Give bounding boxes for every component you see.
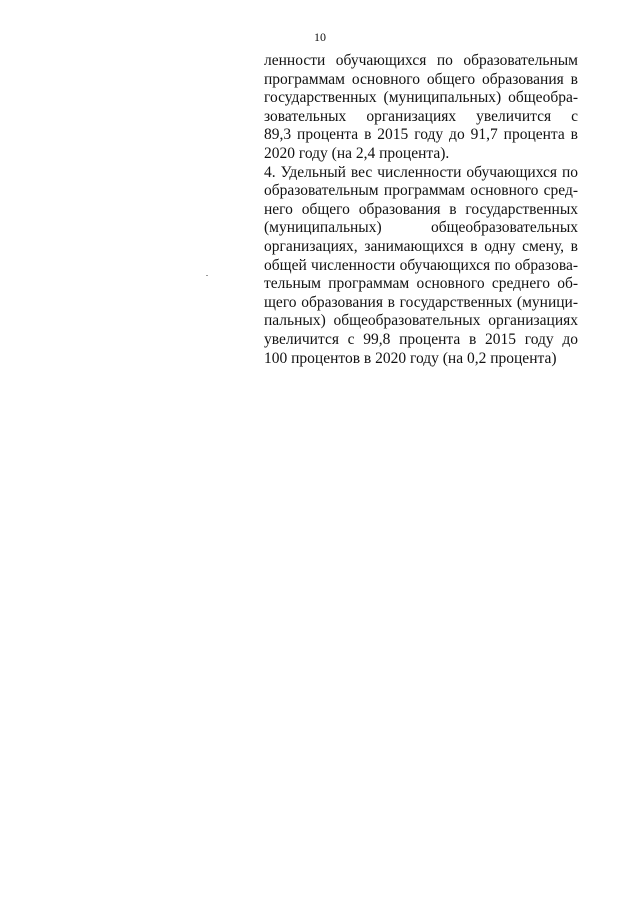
text-line: пальных) общеобразовательных организациях xyxy=(264,312,578,330)
document-text-column xyxy=(264,52,578,368)
text-line: ленности обучающихся по образовательным xyxy=(264,52,578,69)
text-line: 100 процентов в 2020 году (на 0,2 процента) xyxy=(264,349,557,367)
text-line: тельным программам основного среднего об- xyxy=(264,275,578,293)
text-line: государственных (муниципальных) общеобра- xyxy=(264,89,578,107)
text-line: 2020 году (на 2,4 процента). xyxy=(264,144,450,162)
text-line: него общего образования в государственных xyxy=(264,200,578,218)
paragraph-continuation xyxy=(264,52,578,164)
text-line: увеличится с 99,8 процента в 2015 году до xyxy=(264,330,578,348)
text-line: общей численности обучающихся по образова- xyxy=(264,256,578,274)
paragraph-item-4 xyxy=(264,164,578,369)
text-line: образовательным программам основного сред- xyxy=(264,182,578,200)
text-line: 89,3 процента в 2015 году до 91,7 процента в xyxy=(264,126,578,144)
text-line: щего образования в государственных (муници- xyxy=(264,293,578,311)
text-line: (муниципальных) общеобразовательных xyxy=(264,219,578,237)
page-number: 10 xyxy=(314,30,326,44)
scan-artifact-mark xyxy=(206,275,208,276)
text-line: зовательных организациях увеличится с xyxy=(264,107,578,125)
text-line: организациях, занимающихся в одну смену, в xyxy=(264,237,578,255)
text-line: 4. Удельный вес численности обучающихся по xyxy=(264,163,578,181)
text-line: программам основного общего образования в xyxy=(264,70,578,88)
